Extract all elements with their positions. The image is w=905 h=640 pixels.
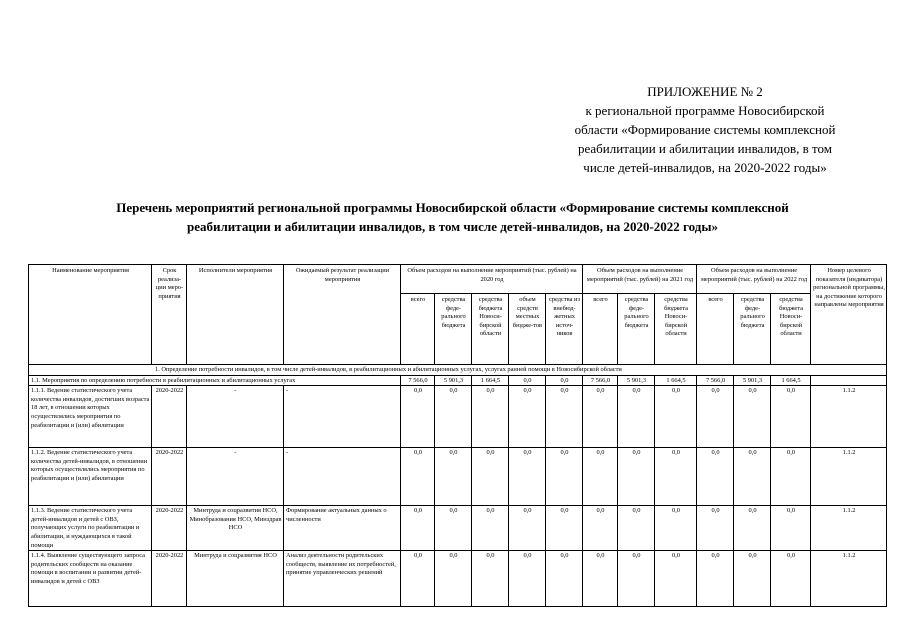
value-cell: 0,0 [583,448,618,506]
row-executors: Минтруда и соцразвития НСО [187,551,284,607]
row-result: Анализ деятельности родительских сообществ, выявление их потребностей, принятие управленческих решений [284,551,401,607]
sub-extra: средства из внебюд-жетных источ-ников [546,294,583,365]
summary-indicator [811,375,887,386]
appendix-line: числе детей-инвалидов, на 2020-2022 годы» [583,160,827,175]
value-cell: 0,0 [435,551,472,607]
row-indicator: 1.1.2 [811,506,887,551]
summary-cell: 1 664,5 [771,375,811,386]
value-cell: 0,0 [472,448,509,506]
value-cell: 0,0 [771,448,811,506]
value-cell: 0,0 [583,386,618,448]
row-name: 1.1.3. Ведение статистического учета детей-инвалидов и детей с ОВЗ, получающих услуги по реабилитации и абилитации, и нуждающихся в такой помощи [29,506,152,551]
header-2022: Объем расходов на выполнение мероприятий (тыс. рублей) на 2022 год [697,265,811,294]
row-term: 2020-2022 [152,506,187,551]
sub-regional: средства бюджета Новоси-бирской области [472,294,509,365]
sub-federal: средства феде-рального бюджета [734,294,771,365]
sub-total: всего [697,294,734,365]
value-cell: 0,0 [771,386,811,448]
value-cell: 0,0 [697,506,734,551]
value-cell: 0,0 [509,551,546,607]
value-cell: 0,0 [509,386,546,448]
section-row: 1. Определение потребности инвалидов, в том числе детей-инвалидов, в реабилитационных и абилитационных услугах, услугах ранней помощи в Новосибирской области [29,365,887,376]
value-cell: 0,0 [697,551,734,607]
sub-local: объем средств местных бюдже-тов [509,294,546,365]
value-cell: 0,0 [435,506,472,551]
sub-total: всего [583,294,618,365]
title-line: Перечень мероприятий региональной программы Новосибирской области «Формирование системы комплексной [116,200,789,215]
sub-federal: средства феде-рального бюджета [618,294,655,365]
value-cell: 0,0 [618,506,655,551]
sub-total: всего [401,294,435,365]
value-cell: 0,0 [655,386,697,448]
header-term: Срок реализа-ции меро-приятия [152,265,187,365]
header-indicator: Номер целевого показателя (индикатора) региональной программы, на достижение которого направлены мероприятия [811,265,887,365]
value-cell: 0,0 [697,448,734,506]
value-cell: 0,0 [697,386,734,448]
table-row [29,506,887,551]
row-indicator: 1.1.2 [811,386,887,448]
table-row [29,386,887,448]
row-indicator: 1.1.2 [811,551,887,607]
value-cell: 0,0 [655,448,697,506]
value-cell: 0,0 [472,551,509,607]
table-row [29,448,887,506]
sub-regional: средства бюджета Новоси-бирской области [655,294,697,365]
appendix-line: ПРИЛОЖЕНИЕ № 2 [647,84,763,99]
value-cell: 0,0 [435,386,472,448]
title-line: реабилитации и абилитации инвалидов, в том числе детей-инвалидов, на 2020-2022 годы» [187,219,718,234]
value-cell: 0,0 [401,448,435,506]
value-cell: 0,0 [771,506,811,551]
summary-cell: 1 664,5 [655,375,697,386]
sub-federal: средства феде-рального бюджета [435,294,472,365]
value-cell: 0,0 [618,448,655,506]
row-executors: - [187,448,284,506]
value-cell: 0,0 [618,551,655,607]
value-cell: 0,0 [618,386,655,448]
appendix-line: реабилитации и абилитации инвалидов, в том [577,141,832,156]
value-cell: 0,0 [401,506,435,551]
summary-cell: 0,0 [509,375,546,386]
summary-cell: 7 566,0 [401,375,435,386]
row-term: 2020-2022 [152,551,187,607]
row-term: 2020-2022 [152,386,187,448]
row-indicator: 1.1.2 [811,448,887,506]
value-cell: 0,0 [583,551,618,607]
header-2020: Объем расходов на выполнение мероприятий (тыс. рублей) на 2020 год [401,265,583,294]
header-executors: Исполнители мероприятия [187,265,284,365]
value-cell: 0,0 [546,448,583,506]
header-2021: Объем расходов на выполнение мероприятий (тыс. рублей) на 2021 год [583,265,697,294]
row-name: 1.1.1. Ведение статистического учета количества инвалидов, достигших возраста 18 лет, в отношении которых осуществлялись мероприятия по реабилитации и (или) абилитации [29,386,152,448]
summary-cell: 5 901,3 [618,375,655,386]
row-result: - [284,386,401,448]
value-cell: 0,0 [734,506,771,551]
value-cell: 0,0 [546,386,583,448]
value-cell: 0,0 [655,551,697,607]
value-cell: 0,0 [509,448,546,506]
row-term: 2020-2022 [152,448,187,506]
row-result: - [284,448,401,506]
value-cell: 0,0 [734,386,771,448]
summary-cell: 0,0 [546,375,583,386]
row-name: 1.1.4. Выявление существующего запроса родительских сообществ на оказание помощи в воспитании и развитии детей-инвалидов и детей с ОВЗ [29,551,152,607]
measures-table [28,264,887,607]
value-cell: 0,0 [509,506,546,551]
row-name: 1.1.2. Ведение статистического учета количества детей-инвалидов, в отношении которых осуществлялись мероприятия по реабилитации и (или) абилитации [29,448,152,506]
appendix-line: области «Формирование системы комплексной [574,122,836,137]
value-cell: 0,0 [401,386,435,448]
appendix-block [520,82,890,177]
summary-name: 1.1. Мероприятия по определению потребности в реабилитационных и абилитационных услугах [29,375,401,386]
value-cell: 0,0 [583,506,618,551]
table-row [29,551,887,607]
row-result: Формирование актуальных данных о численности [284,506,401,551]
value-cell: 0,0 [401,551,435,607]
appendix-line: к региональной программе Новосибирской [585,103,825,118]
sub-regional: средства бюджета Новоси-бирской области [771,294,811,365]
value-cell: 0,0 [771,551,811,607]
summary-cell: 7 566,0 [697,375,734,386]
summary-cell: 1 664,5 [472,375,509,386]
header-name: Наименование мероприятия [29,265,152,365]
value-cell: 0,0 [472,506,509,551]
value-cell: 0,0 [472,386,509,448]
document-title [20,198,885,236]
value-cell: 0,0 [734,551,771,607]
row-executors: Минтруда и соцразвития НСО, Минобразования НСО, Минздрав НСО [187,506,284,551]
summary-cell: 5 901,3 [435,375,472,386]
summary-cell: 5 901,3 [734,375,771,386]
value-cell: 0,0 [435,448,472,506]
value-cell: 0,0 [655,506,697,551]
value-cell: 0,0 [546,506,583,551]
header-result: Ожидаемый результат реализации мероприятия [284,265,401,365]
value-cell: 0,0 [546,551,583,607]
summary-cell: 7 566,0 [583,375,618,386]
row-executors: - [187,386,284,448]
value-cell: 0,0 [734,448,771,506]
